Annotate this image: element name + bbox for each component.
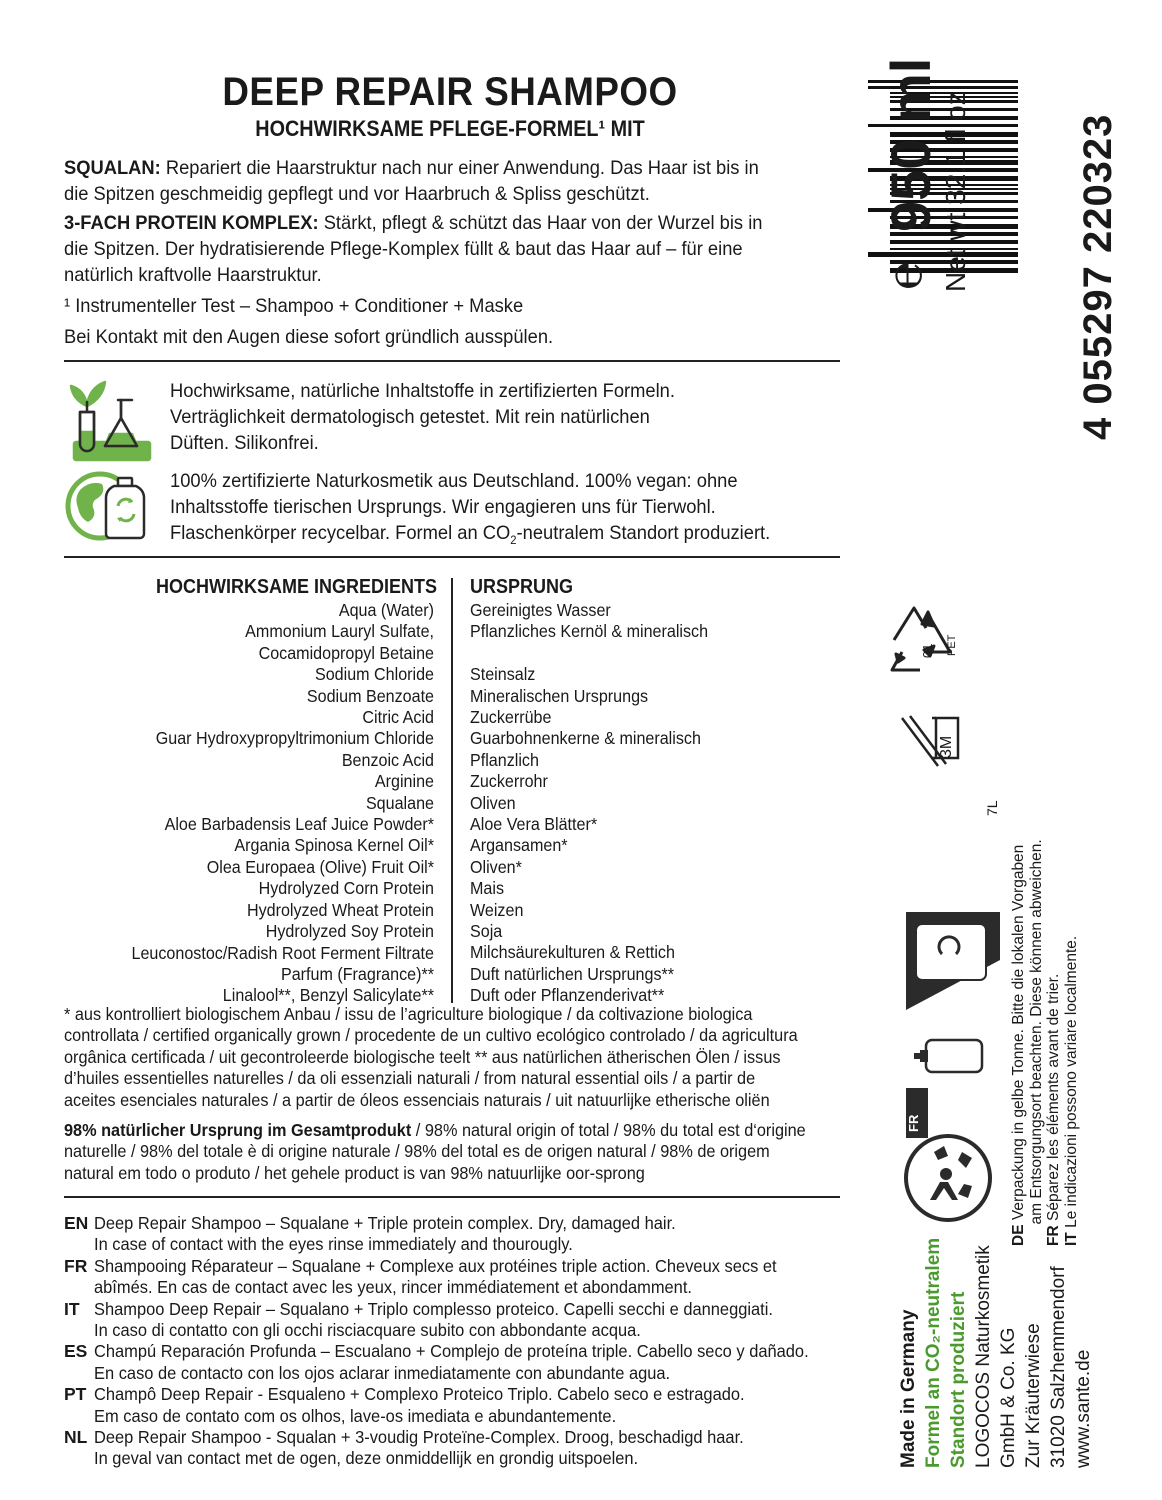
ingredient-name: Cocamidopropyl Betaine [258, 642, 434, 663]
translation-line-1: Champú Reparación Profunda – Escualano + Complejo de proteína triple. Cabello seco y dañado. [94, 1341, 809, 1362]
net-weight: Net wt 32.1 fl oz [940, 91, 971, 292]
protein-text-3: natürlich kraftvolle Haarstruktur. [64, 264, 322, 286]
ingredient-name: Hydrolyzed Wheat Protein [246, 899, 434, 920]
disposal-it: Le indicazioni possono variare localmente. [1062, 935, 1080, 1228]
translation-line-1: Champô Deep Repair - Esqualeno + Complexo Proteico Triplo. Cabelo seco e estragado. [94, 1384, 745, 1405]
natural-line-3: Düften. Silikonfrei. [170, 432, 319, 454]
estimated-sign-icon: ℮ [879, 261, 932, 290]
indent [64, 1363, 94, 1384]
co2-line-2: Standort produziert [948, 1291, 969, 1468]
disposal-de: Verpackung in gelbe Tonne. Bitte die lokalen Vorgaben [1010, 844, 1027, 1221]
ingredient-origin: Aloe Vera Blätter* [470, 814, 598, 835]
made-in: Made in Germany [898, 1309, 919, 1468]
natural-line-2: Verträglichkeit dermatologisch getestet. Mit rein natürlichen [170, 406, 650, 428]
origin-bold: 98% natürlicher Ursprung im Gesamtprodukt [64, 1120, 412, 1140]
ingredient-names [48, 600, 434, 1007]
ingredient-name: Parfum (Fragrance)** [280, 963, 434, 984]
disposal-it-code: IT [1062, 1232, 1080, 1246]
squalan-paragraph [64, 155, 797, 207]
origin-line-2: naturelle / 98% del totale è di origine naturale / 98% del total es de origen natural / 98% de origem [64, 1141, 770, 1162]
disposal-text [1010, 839, 1080, 1246]
vegan-recycle-globe-icon [62, 466, 158, 546]
pet-recycle-icon [886, 600, 962, 680]
protein-text-2: die Spitzen. Der hydratisierende Pflege-Komplex füllt & baut das Haar auf – für eine [64, 238, 743, 260]
translation-row [64, 1384, 864, 1405]
indent [64, 1277, 94, 1298]
translation-row-cont [64, 1277, 864, 1298]
ingredient-name: Ammonium Lauryl Sulfate, [245, 621, 434, 642]
translation-line-2: En caso de contacto con los ojos aclarar inmediatamente con abundante agua. [94, 1362, 671, 1383]
divider-2 [64, 556, 840, 558]
translations [64, 1213, 864, 1470]
ingredient-name: Leuconostoc/Radish Root Ferment Filtrate [131, 942, 435, 963]
ingredient-origins [470, 600, 820, 1007]
ingredient-origin: Milchsäurekulturen & Rettich [470, 942, 675, 963]
squalan-text-1: Repariert die Haarstruktur nach nur einer Anwendung. Das Haar ist bis in [160, 157, 759, 179]
indent [64, 1234, 94, 1255]
squalan-text-2: die Spitzen geschmeidig gepflegt und vor Haarbruch & Spliss geschützt. [64, 183, 650, 205]
ingredient-name: Aloe Barbadensis Leaf Juice Powder* [164, 814, 434, 835]
ingredients-divider [451, 578, 453, 1003]
period-after-opening-icon [892, 712, 966, 770]
translation-row-cont [64, 1448, 864, 1469]
origin-line-3: natural em todo o produto / het gehele product is van 98% natuurlijke oor-sprong [64, 1162, 645, 1183]
page-subtitle: HOCHWIRKSAME PFLEGE-FORMEL¹ MIT [255, 116, 645, 141]
page-title: DEEP REPAIR SHAMPOO [222, 70, 678, 114]
translation-line-2: Em caso de contato com os olhos, lave-os imediata e abundantemente. [94, 1405, 617, 1426]
translation-line-2: abîmés. En cas de contact avec les yeux, rincer immédiatement et abondamment. [94, 1277, 692, 1298]
ingredient-origin: Soja [470, 921, 503, 942]
ingredient-origin: Mineralischen Ursprungs [470, 685, 649, 706]
ingredient-origin: Mais [470, 878, 504, 899]
company-line-2: GmbH & Co. KG [998, 1327, 1019, 1468]
barcode-digits: 4 055297 220323 [1076, 113, 1120, 440]
ingredient-origin: Steinsalz [470, 664, 536, 685]
translation-line-2: In geval van contact met de ogen, deze onmiddellijk en grondig uitspoelen. [94, 1448, 639, 1469]
organic-line-1: * aus kontrolliert biologischem Anbau / issu de l’agriculture biologique / da coltivazione biologica [64, 1004, 753, 1024]
translation-line-2: In caso di contatto con gli occhi risciacquare subito con abbondante acqua. [94, 1320, 641, 1341]
language-code: NL [64, 1427, 88, 1448]
volume: 950 ml [879, 57, 942, 232]
natural-origin-note [64, 1120, 808, 1184]
disposal-fr: Séparez les éléments avant de trier. [1045, 973, 1062, 1222]
translation-line-1: Shampooing Réparateur – Squalane + Complexe aux protéines triple action. Cheveux secs et [94, 1255, 777, 1276]
batch-code: 7L [984, 800, 1000, 816]
ingredient-name: Guar Hydroxypropyltrimonium Chloride [155, 728, 434, 749]
organic-line-3: orgânica certificada / uit gecontroleerde biologische teelt ** aus natürlichen ätherischen Ölen / issus [64, 1046, 781, 1067]
divider-3 [64, 1196, 840, 1198]
vegan-line-3a: Flaschenkörper recycelbar. Formel an CO [170, 522, 511, 544]
ingredient-origin: Duft natürlichen Ursprungs** [470, 963, 675, 984]
ingredient-name: Linalool**, Benzyl Salicylate** [222, 985, 434, 1006]
organic-line-5: aceites esenciales naturales / a partir de óleos essenciais naturais / uit natuurlijke etherische oliën [64, 1089, 770, 1110]
translation-line-1: Shampoo Deep Repair – Squalano + Triplo complesso proteico. Capelli secchi e danneggiati. [94, 1298, 773, 1319]
ingredient-name: Benzoic Acid [341, 749, 434, 770]
indent [64, 1320, 94, 1341]
indent [64, 1406, 94, 1427]
ingredient-origin: Duft oder Pflanzenderivat** [470, 985, 665, 1006]
vegan-line-2: Inhaltsstoffe tierischen Ursprungs. Wir engagieren uns für Tierwohl. [170, 496, 716, 518]
organic-line-2: controllata / certified organically grown / procedente de un cultivo ecológico controlado / da agricultura [64, 1025, 798, 1046]
indent [64, 1448, 94, 1469]
translation-row-cont [64, 1234, 864, 1255]
ingredient-name: Hydrolyzed Corn Protein [258, 878, 434, 899]
disposal-box [902, 910, 1000, 1140]
fr-badge: FR [906, 1114, 921, 1132]
ingredient-origin: Pflanzlich [470, 749, 539, 770]
translation-line-1: Deep Repair Shampoo – Squalane + Triple protein complex. Dry, damaged hair. [94, 1213, 676, 1233]
ingredient-name: Olea Europaea (Olive) Fruit Oil* [206, 856, 434, 877]
origin-line-1: / 98% natural origin of total / 98% du total est d‘origine [411, 1120, 806, 1140]
ingredient-name: Sodium Chloride [314, 664, 434, 685]
pao-value: 3M [938, 735, 955, 758]
ingredient-origin: Zuckerrohr [470, 771, 548, 792]
translation-row [64, 1427, 864, 1448]
eye-warning: Bei Kontakt mit den Augen diese sofort gründlich ausspülen. [64, 326, 554, 348]
company-line-1: LOGOCOS Naturkosmetik [973, 1245, 994, 1468]
vegan-line-3b: -neutralem Standort produziert. [516, 522, 771, 544]
triman-icon [900, 1130, 996, 1226]
language-code: IT [64, 1298, 80, 1319]
website-link: www.sante.de [1073, 1349, 1094, 1468]
ingredient-origin: Argansamen* [470, 835, 568, 856]
language-code: ES [64, 1341, 88, 1362]
manufacturer-block [896, 1238, 1096, 1468]
language-code: FR [64, 1255, 88, 1276]
ingredient-name: Hydrolyzed Soy Protein [265, 921, 434, 942]
company-line-4: 31020 Salzhemmendorf [1048, 1266, 1069, 1468]
language-code: EN [64, 1213, 89, 1233]
translation-row-cont [64, 1320, 864, 1341]
protein-paragraph [64, 210, 797, 288]
translation-row [64, 1256, 864, 1277]
ingredients-header: HOCHWIRKSAME INGREDIENTS [156, 576, 438, 598]
translation-row-cont [64, 1406, 864, 1427]
natural-ingredients-text [170, 378, 809, 456]
organic-footnote [64, 1004, 808, 1111]
ingredient-origin: Zuckerrübe [470, 707, 552, 728]
origin-header: URSPRUNG [470, 576, 574, 598]
vegan-line-3 [170, 520, 809, 553]
natural-ingredients-icon [66, 372, 156, 464]
translation-row [64, 1299, 864, 1320]
language-code: PT [64, 1384, 87, 1405]
recycle-material: PET [946, 634, 958, 656]
vegan-line-1: 100% zertifizierte Naturkosmetik aus Deutschland. 100% vegan: ohne [170, 470, 738, 492]
protein-label: 3-FACH PROTEIN KOMPLEX: [64, 212, 319, 234]
ingredient-origin: Pflanzliches Kernöl & mineralisch [470, 621, 709, 642]
ingredient-name: Argania Spinosa Kernel Oil* [234, 835, 434, 856]
translation-row-cont [64, 1363, 864, 1384]
vegan-text [170, 468, 809, 553]
natural-line-1: Hochwirksame, natürliche Inhaltstoffe in zertifizierten Formeln. [170, 380, 675, 402]
ingredient-origin: Gereinigtes Wasser [470, 600, 611, 620]
ingredient-name: Citric Acid [362, 707, 434, 728]
disposal-fr-code: FR [1045, 1225, 1062, 1246]
company-line-3: Zur Kräuterwiese [1023, 1323, 1044, 1468]
organic-line-4: d’huiles essentielles naturelles / da oli essenziali naturali / from natural essential oils / a partir de [64, 1068, 756, 1089]
ingredient-name: Squalane [365, 792, 434, 813]
footnote: ¹ Instrumenteller Test – Shampoo + Conditioner + Maske [64, 295, 524, 317]
translation-line-1: Deep Repair Shampoo - Squalan + 3-voudig Proteïne-Complex. Droog, beschadigd haar. [94, 1427, 744, 1448]
ingredient-origin: Oliven* [470, 856, 522, 877]
squalan-label: SQUALAN: [64, 157, 161, 179]
ingredient-origin [470, 643, 820, 664]
divider-1 [64, 360, 840, 362]
translation-row [64, 1341, 864, 1362]
disposal-de-2: am Entsorgungsort beachten. Diese können abweichen. [1027, 839, 1045, 1225]
protein-text-1: Stärkt, pflegt & schützt das Haar von der Wurzel bis in [318, 212, 763, 234]
recycle-code: 01 [920, 643, 935, 658]
translation-line-2: In case of contact with the eyes rinse immediately and thourougly. [94, 1234, 573, 1255]
ingredient-origin: Weizen [470, 899, 524, 920]
ingredient-name: Aqua (Water) [338, 600, 434, 620]
translation-row [64, 1213, 864, 1234]
co2-subscript: 2 [510, 532, 517, 547]
ingredient-name: Sodium Benzoate [306, 685, 434, 706]
ingredient-name: Arginine [374, 771, 434, 792]
ingredient-origin: Oliven [470, 792, 516, 813]
co2-line-1: Formel an CO₂-neutralem [923, 1237, 944, 1468]
ingredient-origin: Guarbohnenkerne & mineralisch [470, 728, 701, 749]
disposal-de-code: DE [1010, 1224, 1027, 1246]
